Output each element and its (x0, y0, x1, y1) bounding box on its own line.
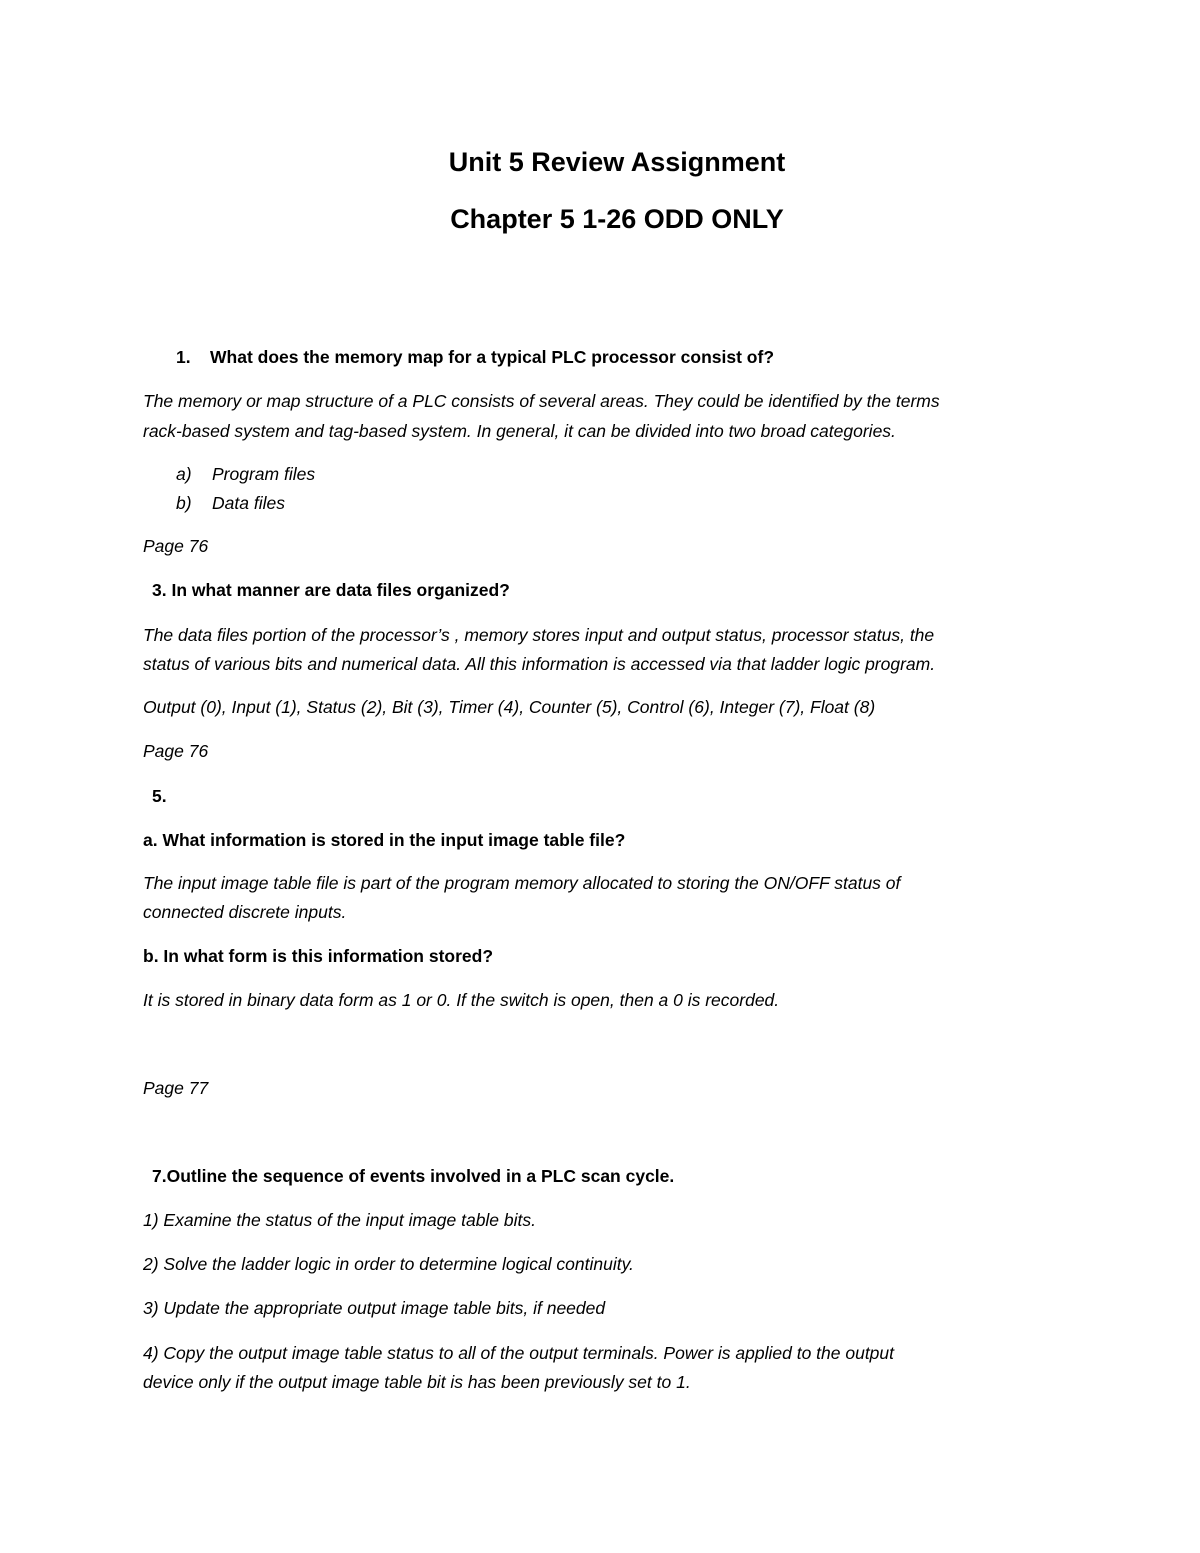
document-subtitle: Chapter 5 1-26 ODD ONLY (450, 204, 784, 234)
question-3: 3. In what manner are data files organized? (152, 580, 510, 600)
page-reference-1: Page 76 (143, 536, 209, 556)
scan-step-2: 2) Solve the ladder logic in order to determine logical continuity. (143, 1254, 634, 1274)
scan-step-3: 3) Update the appropriate output image table bits, if needed (143, 1298, 606, 1318)
page-reference-5: Page 77 (143, 1078, 209, 1098)
answer-3-line-1: The data files portion of the processor’s , memory stores input and output status, processor status, the (143, 625, 935, 645)
answer-3-file-types: Output (0), Input (1), Status (2), Bit (3), Timer (4), Counter (5), Control (6), Integer (7), Float (8) (143, 697, 876, 717)
scan-step-4-line-2: device only if the output image table bit is has been previously set to 1. (143, 1372, 691, 1392)
scan-step-1: 1) Examine the status of the input image table bits. (143, 1210, 536, 1230)
list-marker: b) (176, 493, 192, 513)
question-5a: a. What information is stored in the input image table file? (143, 830, 626, 850)
question-5b: b. In what form is this information stored? (143, 946, 494, 966)
answer-3-line-2: status of various bits and numerical data. All this information is accessed via that ladder logic program. (143, 654, 936, 674)
question-1-number: 1. (176, 347, 191, 367)
answer-1-line-1: The memory or map structure of a PLC consists of several areas. They could be identified by the terms (143, 391, 940, 411)
list-item-text: Data files (212, 493, 285, 513)
answer-5a-line-1: The input image table file is part of the program memory allocated to storing the ON/OFF status of (143, 873, 901, 893)
list-marker: a) (176, 464, 192, 484)
answer-5b: It is stored in binary data form as 1 or 0. If the switch is open, then a 0 is recorded. (143, 990, 780, 1010)
scan-step-4-line-1: 4) Copy the output image table status to all of the output terminals. Power is applied to the output (143, 1343, 895, 1363)
question-1-text: What does the memory map for a typical PLC processor consist of? (210, 347, 775, 367)
list-item (176, 460, 315, 489)
document-title: Unit 5 Review Assignment (448, 147, 786, 177)
question-1 (176, 343, 774, 372)
question-5-number: 5. (152, 786, 167, 806)
question-7: 7.Outline the sequence of events involved in a PLC scan cycle. (152, 1166, 675, 1186)
page-reference-3: Page 76 (143, 741, 209, 761)
answer-5a-line-2: connected discrete inputs. (143, 902, 347, 922)
list-item (176, 489, 285, 518)
list-item-text: Program files (212, 464, 316, 484)
answer-1-line-2: rack-based system and tag-based system. In general, it can be divided into two broad categories. (143, 421, 896, 441)
